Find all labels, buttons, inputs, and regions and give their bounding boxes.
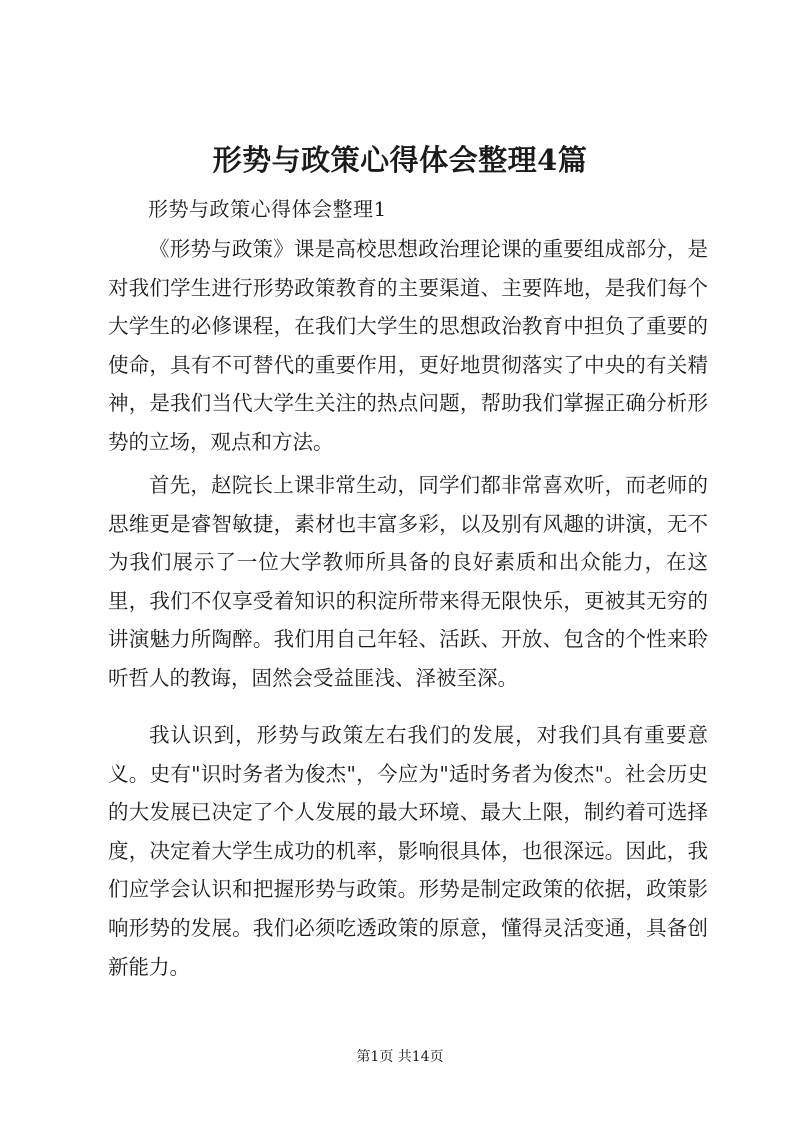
paragraph: 《形势与政策》课是高校思想政治理论课的重要组成部分，是对我们学生进行形势政策教育的主要渠道、主要阵地，是我们每个大学生的必修课程，在我们大学生的思想政治教育中担负了重要的使命，具有不可替代的重要作用，更好地贯彻落实了中央的有关精神，是我们当代大学生关注的热点问题，帮助我们掌握正确分析形势的立场，观点和方法。 xyxy=(108,237,708,454)
section-heading: 形势与政策心得体会整理1 xyxy=(148,197,387,221)
paragraph: 首先，赵院长上课非常生动，同学们都非常喜欢听，而老师的思维更是睿智敏捷，素材也丰富多彩，以及别有风趣的讲演，无不为我们展示了一位大学教师所具备的良好素质和出众能力，在这里，我们不仅享受着知识的积淀所带来得无限快乐，更被其无穷的讲演魅力所陶醉。我们用自己年轻、活跃、开放、包含的个性来聆听哲人的教诲，固然会受益匪浅、泽被至深。 xyxy=(108,473,708,690)
paragraph: 我认识到，形势与政策左右我们的发展，对我们具有重要意义。史有"识时务者为俊杰"，今应为"适时务者为俊杰"。社会历史的大发展已决定了个人发展的最大环境、最大上限，制约着可选择度，决定着大学生成功的机率，影响很具体，也很深远。因此，我们应学会认识和把握形势与政策。形势是制定政策的依据，政策影响形势的发展。我们必须吃透政策的原意，懂得灵活变通，具备创新能力。 xyxy=(108,723,708,979)
document-title: 形势与政策心得体会整理4篇 xyxy=(212,143,588,177)
page-footer: 第1页 共14页 xyxy=(356,1049,444,1065)
